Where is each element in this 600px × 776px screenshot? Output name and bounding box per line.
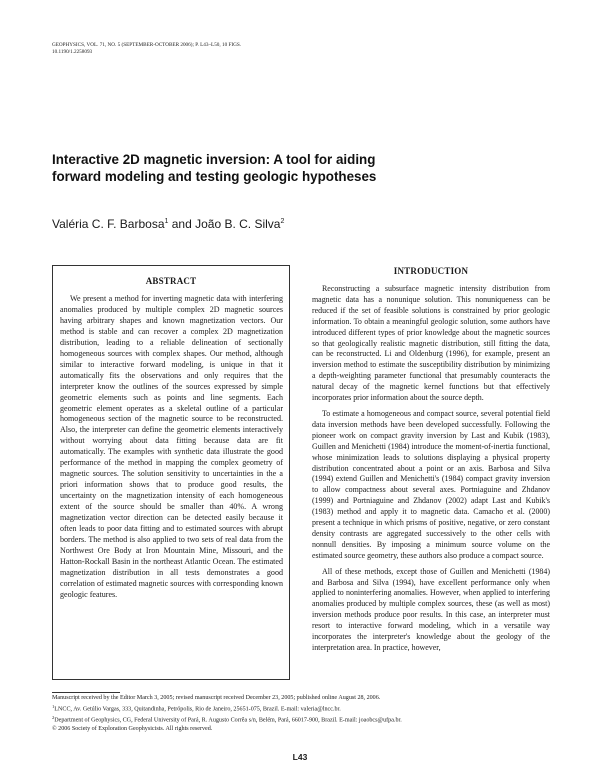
footnote-rule bbox=[52, 692, 120, 693]
introduction-paragraph: To estimate a homogeneous and compact source, several potential field data inversion methods have been developed successfully. Following the pioneer work on compact gravity inversion by Last and Kubik (1983), Guillen and Menichetti (1984) introduce the moment-of-inertia functional, whose minimization leads to solutions displaying a physical property distribution concentrated about a point or an axis. Barbosa and Silva (1994) extend Guillen and Menichetti's (1984) compact gravity inversion to allow compactness about several axes. Portniaguine and Zhdanov (1999) and Portniaguine and Zhdanov (2002) adapt Last and Kubik's (1983) method and apply it to magnetic data. Camacho et al. (2000) present a technique in which prisms of positive, negative, or zero constant density contrasts are aggregated successively to the other cells with nonnull densities. By imposing a minimum source volume on the estimated source geometry, these authors also produce a compact source. bbox=[312, 408, 550, 560]
footnote-received: Manuscript received by the Editor March 3, 2005; revised manuscript received December 23, 2005; published online August 28, 2006. bbox=[52, 695, 381, 701]
journal-reference bbox=[52, 42, 352, 56]
author-1-affiliation-mark: 1 bbox=[164, 218, 169, 225]
author-list bbox=[52, 214, 552, 232]
abstract-text: We present a method for inverting magnetic data with interfering anomalies produced by multiple complex 2D magnetic sources having arbitrary shapes and known magnetization vectors. Our method is stable and can recover a complex 2D magnetization distribution, leading to a reliable delineation of sectionally homogeneous sources with complex shapes. Our method, although similar to interactive forward modeling, is unique in that it automatically fits the observations and only requires that the interpreter know the outlines of the sources expressed by simple geometric elements such as points and line segments. Each geometric element operates as a skeletal outline of a particular homogeneous section of the magnetic source to be reconstructed. Also, the interpreter can define the geometric elements interactively without worrying about data fitting because data are fit automatically. The examples with synthetic data illustrate the good performance of the method in mapping the complex geometry of magnetic sources. The solution sensitivity to uncertainties in the a priori information shows that to produce good results, the uncertainty on the magnetization intensity of each homogeneous extent of the source should be smaller than 40%. A wrong magnetization vector direction can be detected easily because it often leads to poor data fitting and to estimated sources with abrupt borders. The method is also applied to two sets of real data from the Northwest Ore Body at Iron Mountain Mine, Missouri, and the Hatton-Rockall Basin in the northeast Atlantic Ocean. The estimated magnetization distribution in all tests demonstrates a good correlation of estimated magnetic sources with corresponding known geologic features. bbox=[60, 294, 283, 599]
doi: 10.1190/1.2258093 bbox=[52, 49, 93, 55]
footnote-affiliation-1 bbox=[52, 703, 552, 714]
introduction-heading: INTRODUCTION bbox=[393, 266, 469, 276]
paper-title bbox=[52, 151, 552, 185]
footnote-affiliation-2 bbox=[52, 714, 552, 725]
affiliation-1-text: LNCC, Av. Getúlio Vargas, 333, Quitandinha, Petrópolis, Rio de Janeiro, 25651-075, Brazil. E-mail: valeria@lncc.br. bbox=[54, 706, 341, 713]
author-2-affiliation-mark: 2 bbox=[280, 218, 285, 225]
journal-line: GEOPHYSICS, VOL. 71, NO. 5 (SEPTEMBER-OCTOBER 2006); P. L43–L50, 10 FIGS. bbox=[52, 42, 242, 48]
title-line-1: Interactive 2D magnetic inversion: A tool for aiding bbox=[52, 152, 376, 167]
footnote-copyright: © 2006 Society of Exploration Geophysicists. All rights reserved. bbox=[52, 725, 213, 732]
introduction-paragraph: Reconstructing a subsurface magnetic intensity distribution from magnetic data has a nonunique solution. This nonuniqueness can be reduced if the set of feasible solutions is constrained by prior geologic information. To obtain a meaningful geologic solution, some authors have introduced different types of prior knowledge about the magnetic sources so that geologically realistic magnetic distribution, still fitting the data, can be reconstructed. Li and Oldenburg (1996), for example, present an inversion method to estimate the susceptibility distribution by minimizing a depth-weighting parameter functional that presumably counteracts the natural decay of the magnetic kernel functions but that effectively incorporates prior information about the source depth. bbox=[312, 284, 550, 403]
introduction-body bbox=[312, 284, 550, 659]
footnotes bbox=[52, 695, 552, 734]
footnote-mark-2: 2 bbox=[52, 715, 55, 721]
page-number: L43 bbox=[292, 752, 308, 762]
introduction-paragraph: All of these methods, except those of Guillen and Menichetti (1984) and Barbosa and Silva (1994), have excellent performance only when applied to noninterfering anomalies. However, when applied to interfering anomalies produced by multiple complex sources, these (as well as most) inversion methods produce poor results. In this case, an interpreter must resort to interactive forward modeling, which in a versatile way incorporates the interpreter's knowledge about the geology of the interpretation area. In practice, however, bbox=[312, 566, 550, 652]
abstract-heading: ABSTRACT bbox=[145, 276, 197, 286]
author-1: Valéria C. F. Barbosa bbox=[52, 217, 165, 231]
author-2: João B. C. Silva bbox=[195, 217, 281, 231]
footnote-mark-1: 1 bbox=[52, 703, 55, 709]
author-conjunction: and bbox=[168, 217, 196, 231]
title-line-2: forward modeling and testing geologic hypotheses bbox=[52, 169, 377, 184]
affiliation-2-text: Department of Geophysics, CG, Federal University of Pará, R. Augusto Corrêa s/n, Belém, Pará, 66017-900, Brazil. E-mail: joaobcs@ufpa.br. bbox=[54, 717, 402, 724]
